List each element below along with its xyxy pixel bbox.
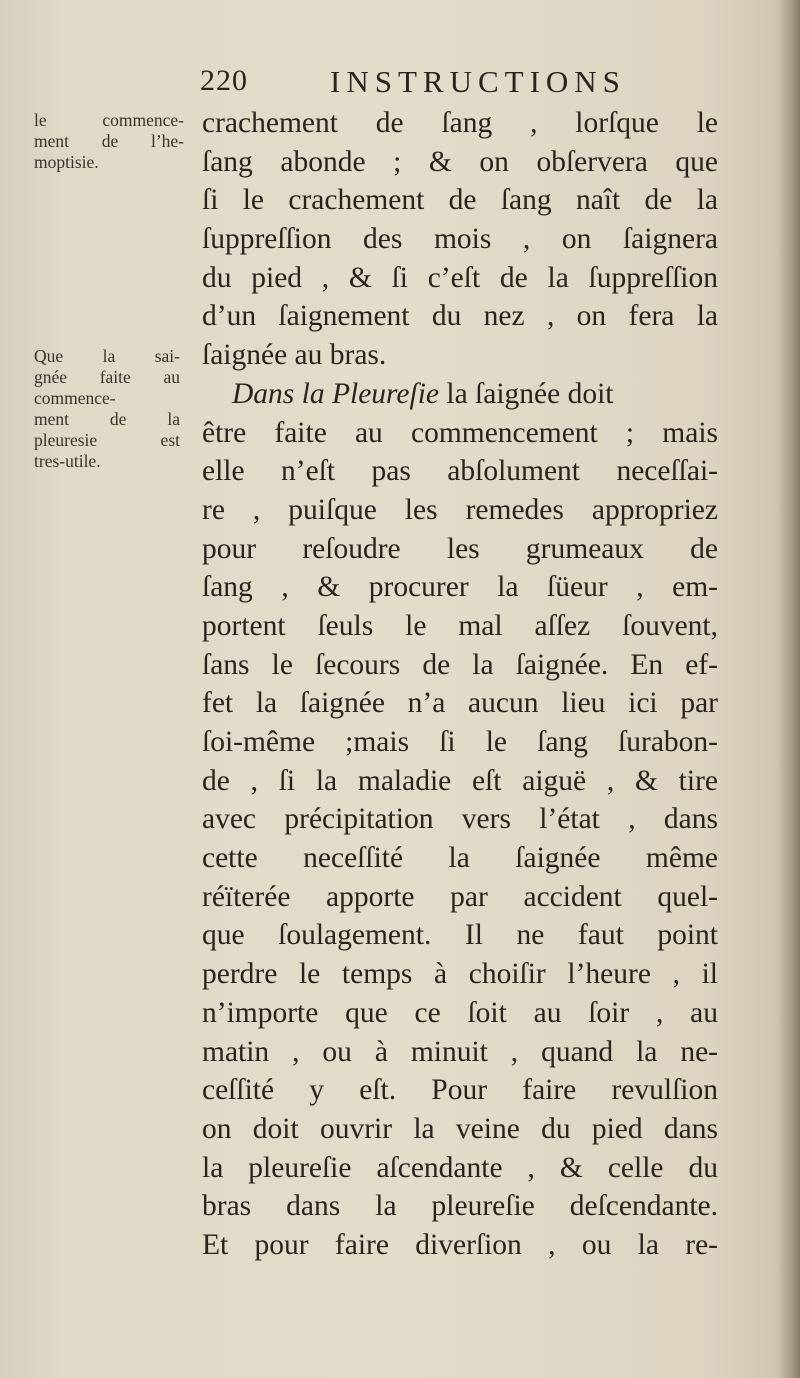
text-line: crachement de ſang , lorſque le [202,107,718,139]
text-run: la ſaignée doit [439,377,614,410]
margin-note-line: Que la sai- [34,346,180,366]
page-number: 220 [200,64,248,97]
text-line: bras dans la pleureſie deſcendante. [202,1190,718,1223]
text-line: ſang abonde ; & on obſervera que [202,145,718,178]
margin-note-pleurisy [34,346,180,472]
text-line: que ſoulagement. Il ne faut point [202,919,718,952]
text-line: Et pour faire diverſion , ou la re- [202,1228,718,1261]
text-line: ſi le crachement de ſang naît de la [202,184,718,217]
text-line: ſans le ſecours de la ſaignée. En ef- [202,648,718,681]
text-line: matin , ou à minuit , quand la ne- [202,1035,718,1068]
text-line: elle n’eſt pas abſolument neceſſai- [202,455,718,488]
text-line: ſang , & procurer la ſüeur , em- [202,571,718,604]
page-edge-shadow [778,0,800,1378]
margin-note-line: le commence- [34,110,184,130]
italic-heading: Dans la Pleureſie [232,377,440,410]
margin-note-line: ment de l’he- [34,131,184,151]
text-line: réïterée apporte par accident quel- [202,880,718,913]
text-line: la pleureſie aſcendante , & celle du [202,1151,718,1184]
text-line: du pied , & ſi c’eſt de la ſuppreſſion [202,261,718,294]
margin-note-line: ment de la [34,409,180,429]
text-line: ceſſité y eſt. Pour faire revulſion [202,1074,718,1107]
body-text [202,104,718,1265]
margin-note-line: commence- [34,388,116,408]
margin-note-line: moptisie. [34,152,99,172]
text-line: ſaignée au bras. [202,339,387,372]
text-line: être faite au commencement ; mais [202,416,718,449]
text-line: perdre le temps à choiſir l’heure , il [202,958,718,991]
margin-note-hemoptysis [34,110,184,173]
text-line: fet la ſaignée n’a aucun lieu ici par [202,687,718,720]
text-line: on doit ouvrir la veine du pied dans [202,1112,718,1145]
text-line: n’importe que ce ſoit au ſoir , au [202,996,718,1029]
text-line [202,375,718,414]
running-head: INSTRUCTIONS [330,64,626,99]
margin-note-line: tres-utile. [34,451,101,471]
text-line: re , puiſque les remedes appropriez [202,493,718,526]
margin-note-line: pleuresie est [34,430,180,450]
margin-note-line: gnée faite au [34,367,180,387]
text-line: ſoi-même ;mais ſi le ſang ſurabon- [202,726,718,758]
text-line: d’un ſaignement du nez , on fera la [202,300,718,333]
text-line: pour reſoudre les grumeaux de [202,532,718,565]
text-line: cette neceſſité la ſaignée même [202,842,718,875]
text-line: ſuppreſſion des mois , on ſaignera [202,223,718,256]
page-header [200,64,720,104]
text-line: avec précipitation vers l’état , dans [202,803,718,836]
text-line: portent ſeuls le mal aſſez ſouvent, [202,609,718,642]
text-line: de , ſi la maladie eſt aiguë , & tire [202,764,718,797]
